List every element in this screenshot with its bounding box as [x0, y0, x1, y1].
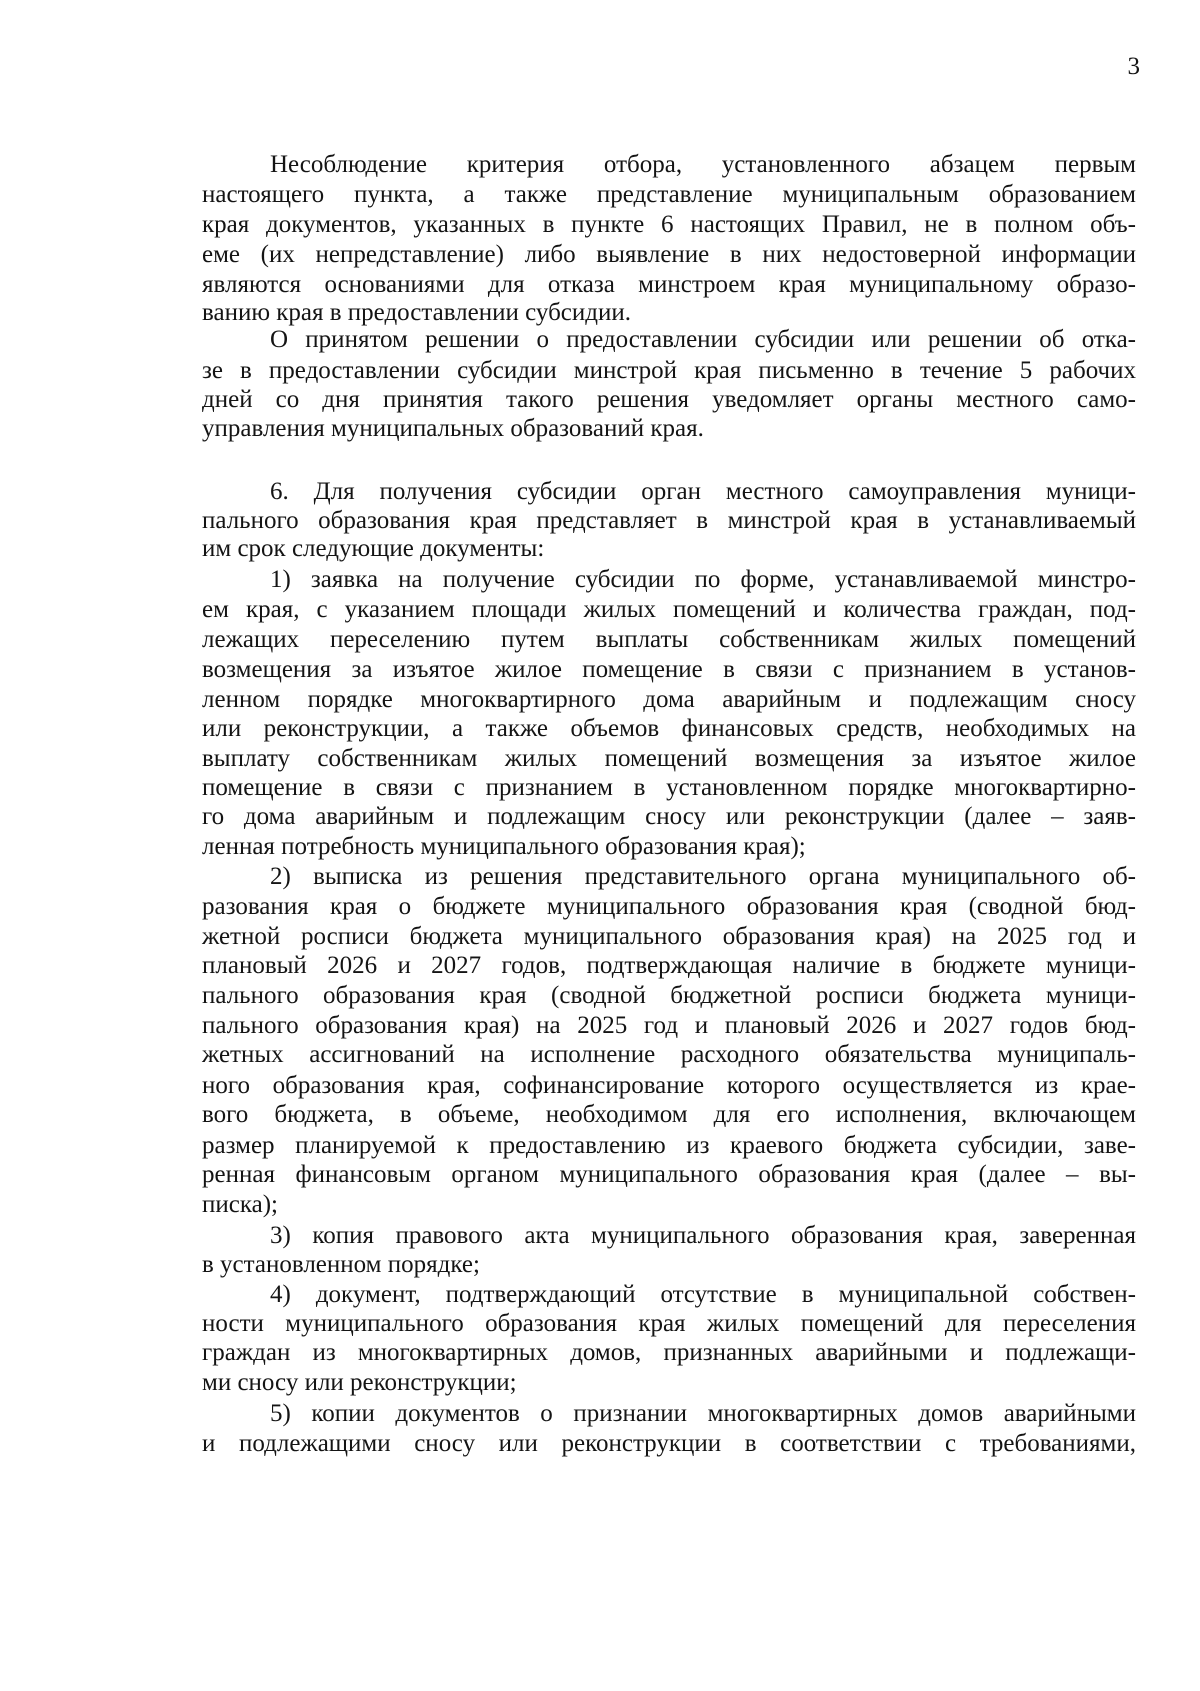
text-line: ем края, с указанием площади жилых помещений и количества граждан, под- [202, 596, 1136, 623]
text-line: 5) копии документов о признании многоквартирных домов аварийными [270, 1400, 1136, 1427]
text-line: 4) документ, подтверждающий отсутствие в муниципальной собствен- [270, 1281, 1136, 1308]
text-line: вого бюджета, в объеме, необходимом для его исполнения, включающем [202, 1101, 1136, 1128]
text-line: и подлежащими сносу или реконструкции в соответствии с требованиями, [202, 1430, 1136, 1457]
text-line: ленная потребность муниципального образования края); [202, 833, 806, 860]
text-line: О принятом решении о предоставлении субсидии или решении об отка- [270, 326, 1136, 353]
text-line: в установленном порядке; [202, 1251, 480, 1278]
text-line: еме (их непредставление) либо выявление в них недостоверной информации [202, 241, 1136, 268]
text-line: го дома аварийным и подлежащим сносу или реконструкции (далее – заяв- [202, 803, 1136, 830]
text-line: ванию края в предоставлении субсидии. [202, 299, 632, 326]
text-line: Несоблюдение критерия отбора, установленного абзацем первым [270, 151, 1136, 178]
text-line: края документов, указанных в пункте 6 настоящих Правил, не в полном объ- [202, 211, 1136, 238]
text-line: 1) заявка на получение субсидии по форме, устанавливаемой минстро- [270, 566, 1136, 593]
text-line: пального образования края (сводной бюджетной росписи бюджета муници- [202, 982, 1136, 1009]
text-line: писка); [202, 1191, 278, 1218]
text-line: помещение в связи с признанием в установленном порядке многоквартирно- [202, 774, 1136, 801]
text-line: пального образования края представляет в минстрой края в устанавливаемый [202, 507, 1136, 534]
text-line: ми сносу или реконструкции; [202, 1369, 517, 1396]
text-line: ренная финансовым органом муниципального образования края (далее – вы- [202, 1161, 1136, 1188]
text-line: 6. Для получения субсидии орган местного самоуправления муници- [270, 478, 1136, 505]
text-line: им срок следующие документы: [202, 535, 545, 562]
text-line: граждан из многоквартирных домов, признанных аварийными и подлежащи- [202, 1339, 1136, 1366]
text-line: дней со дня принятия такого решения уведомляет органы местного само- [202, 386, 1136, 413]
text-line: ленном порядке многоквартирного дома аварийным и подлежащим сносу [202, 686, 1136, 713]
text-line: 2) выписка из решения представительного органа муниципального об- [270, 863, 1136, 890]
text-line: ности муниципального образования края жилых помещений для переселения [202, 1310, 1136, 1337]
text-line: настоящего пункта, а также представление муниципальным образованием [202, 181, 1136, 208]
text-line: пального образования края) на 2025 год и плановый 2026 и 2027 годов бюд- [202, 1012, 1136, 1039]
text-line: возмещения за изъятое жилое помещение в связи с признанием в установ- [202, 656, 1136, 683]
text-line: размер планируемой к предоставлению из краевого бюджета субсидии, заве- [202, 1132, 1136, 1159]
page-number: 3 [1127, 53, 1140, 80]
text-line: плановый 2026 и 2027 годов, подтверждающая наличие в бюджете муници- [202, 952, 1136, 979]
text-line: управления муниципальных образований края. [202, 415, 704, 442]
text-line: ного образования края, софинансирование которого осуществляется из крае- [202, 1072, 1136, 1099]
text-line: 3) копия правового акта муниципального образования края, заверенная [270, 1222, 1136, 1249]
text-line: жетных ассигнований на исполнение расходного обязательства муниципаль- [202, 1041, 1136, 1068]
text-line: зе в предоставлении субсидии минстрой края письменно в течение 5 рабочих [202, 357, 1136, 384]
text-line: лежащих переселению путем выплаты собственникам жилых помещений [202, 626, 1136, 653]
text-line: являются основаниями для отказа минстроем края муниципальному образо- [202, 271, 1136, 298]
text-line: разования края о бюджете муниципального образования края (сводной бюд- [202, 893, 1136, 920]
text-line: выплату собственникам жилых помещений возмещения за изъятое жилое [202, 745, 1136, 772]
text-line: жетной росписи бюджета муниципального образования края) на 2025 год и [202, 923, 1136, 950]
text-line: или реконструкции, а также объемов финансовых средств, необходимых на [202, 715, 1136, 742]
